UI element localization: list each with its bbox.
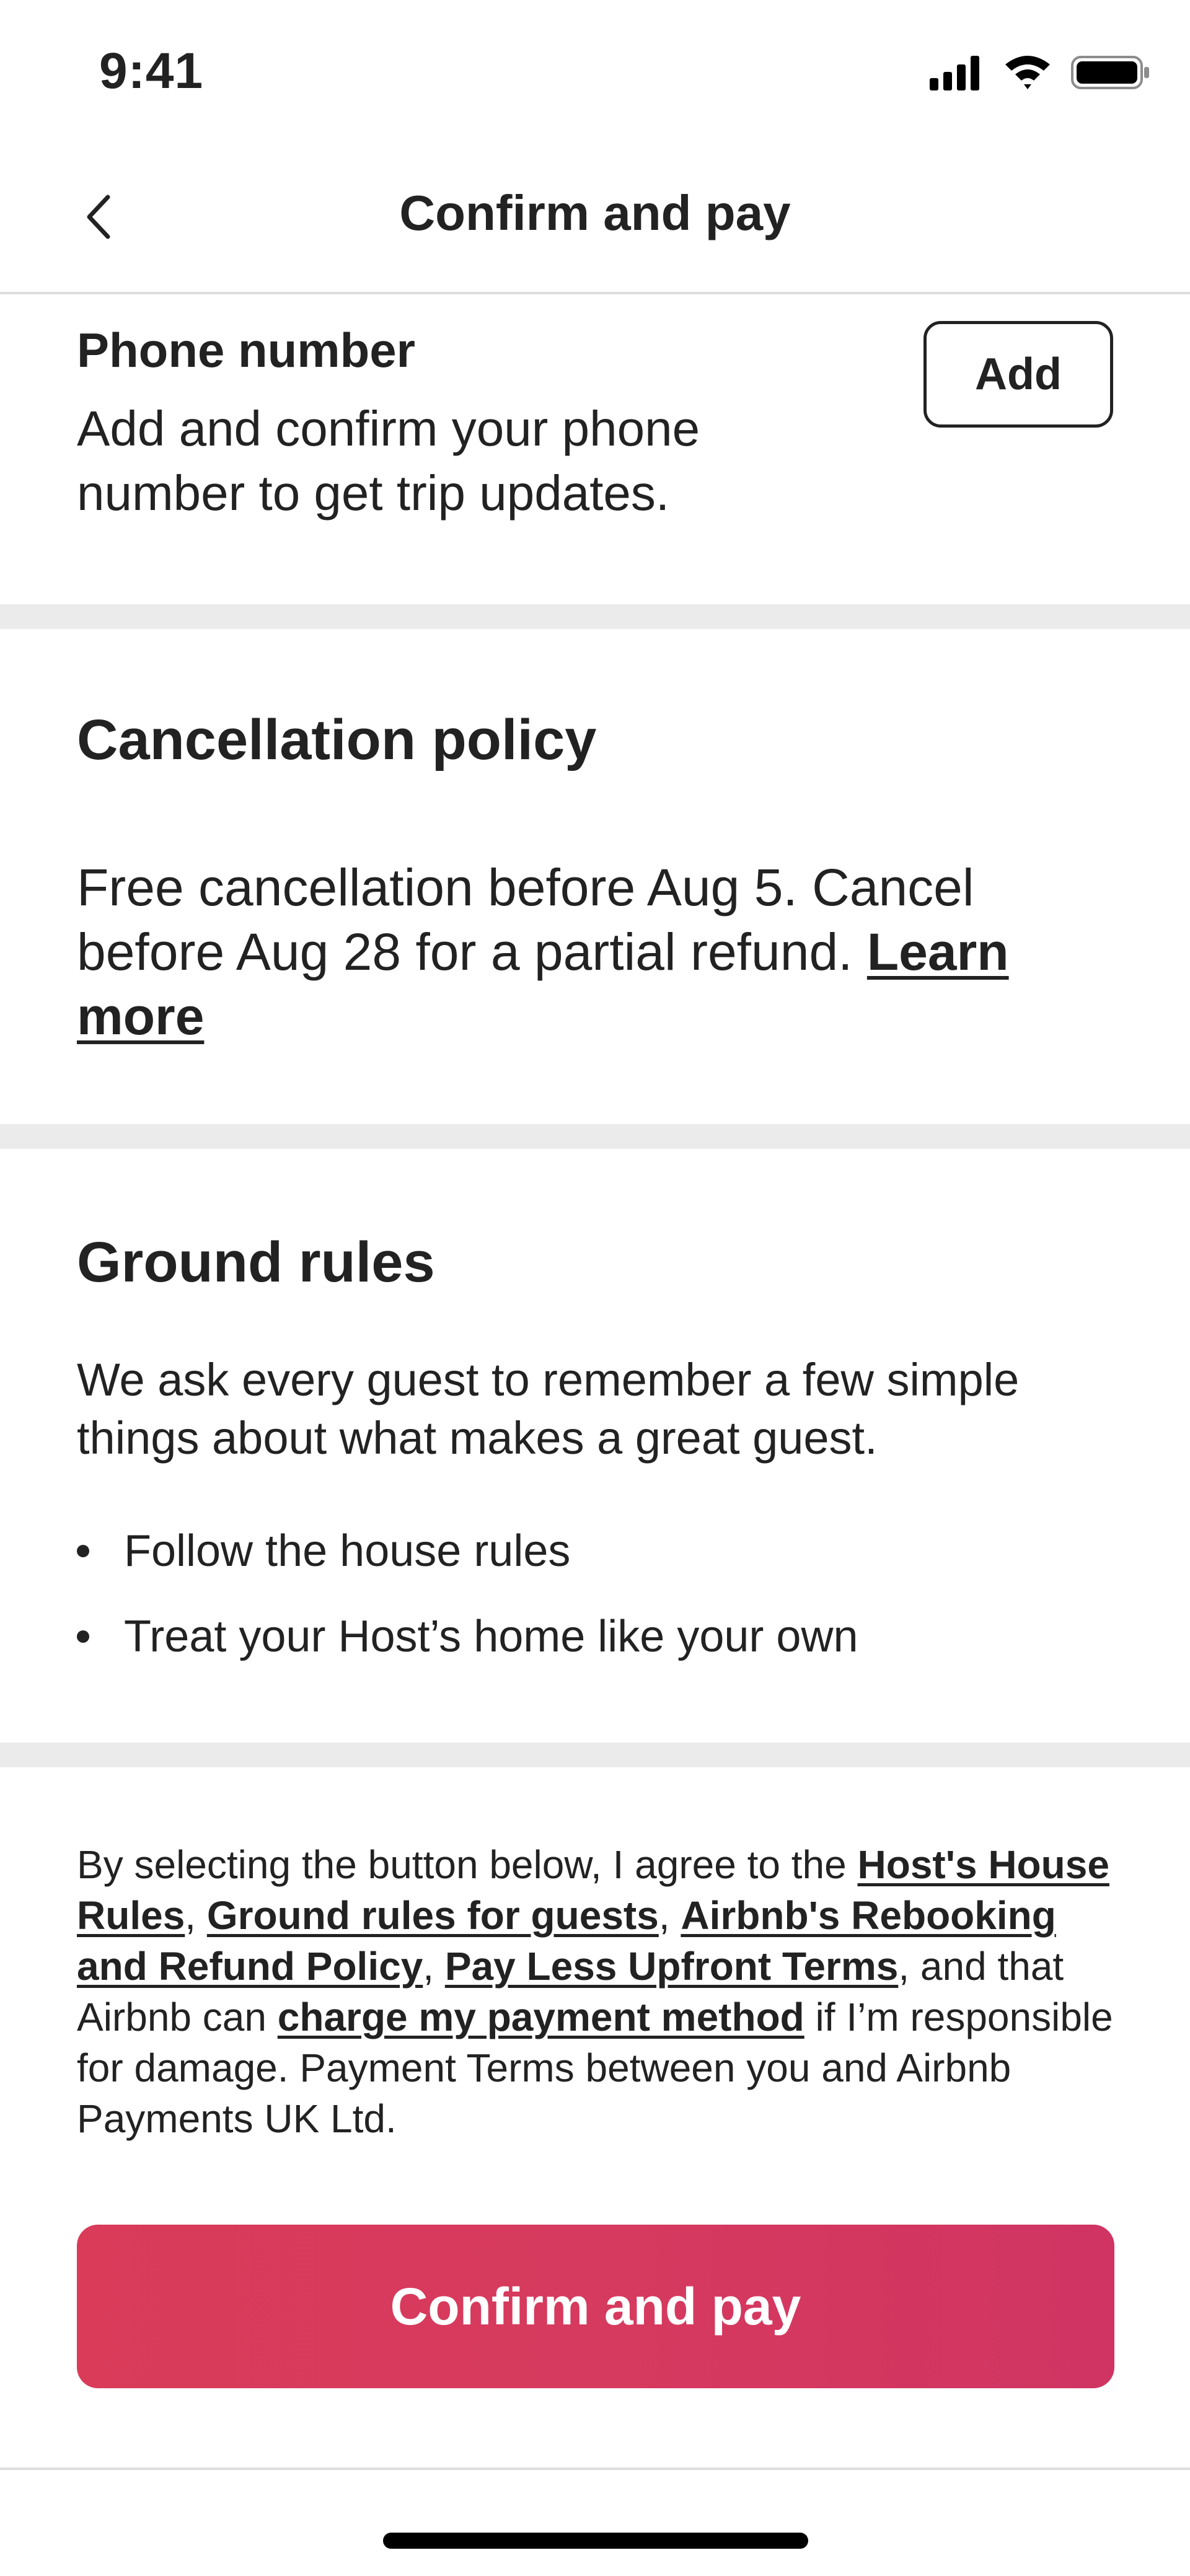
section-divider bbox=[0, 1124, 1190, 1149]
phone-section-title: Phone number bbox=[77, 323, 416, 377]
ground-rules-link[interactable]: Ground rules for guests bbox=[206, 1893, 659, 1938]
legal-mid: , and that Airbnb can bbox=[77, 1944, 1064, 2039]
legal-separator: , bbox=[423, 1944, 445, 1989]
bullet-icon bbox=[77, 1630, 89, 1643]
battery-icon bbox=[1072, 57, 1149, 88]
bottom-divider bbox=[0, 2468, 1190, 2470]
list-item bbox=[77, 1521, 1130, 1581]
legal-agreement-text bbox=[77, 1839, 1130, 2144]
list-item-text: Treat your Host’s home like your own bbox=[124, 1612, 858, 1661]
status-bar bbox=[0, 0, 1190, 143]
legal-separator: , bbox=[185, 1893, 207, 1938]
ground-rules-list bbox=[77, 1521, 1130, 1692]
status-time: 9:41 bbox=[99, 43, 204, 99]
section-divider bbox=[0, 1743, 1190, 1767]
legal-separator: , bbox=[658, 1893, 681, 1938]
signal-icon bbox=[930, 56, 979, 90]
list-item-text: Follow the house rules bbox=[124, 1526, 571, 1576]
home-indicator[interactable] bbox=[383, 2533, 808, 2549]
wifi-icon bbox=[1005, 56, 1050, 89]
add-phone-button[interactable]: Add bbox=[923, 321, 1113, 428]
ground-rules-title: Ground rules bbox=[77, 1231, 435, 1294]
confirm-and-pay-button[interactable]: Confirm and pay bbox=[77, 2225, 1114, 2388]
charge-payment-method-link[interactable]: charge my payment method bbox=[277, 1995, 804, 2039]
cancellation-policy-title: Cancellation policy bbox=[77, 708, 597, 771]
status-icons bbox=[930, 51, 1153, 94]
rebooking-policy-link[interactable]: Airbnb's Rebooking and Refund Policy bbox=[77, 1893, 1056, 1989]
cancellation-policy-body: Free cancellation before Aug 5. Cancel before Aug 28 for a partial refund. bbox=[77, 858, 974, 981]
ground-rules-description: We ask every guest to remember a few simple things about what makes a great guest. bbox=[77, 1354, 1020, 1464]
phone-section-description: Add and confirm your phone number to get trip updates. bbox=[77, 401, 700, 521]
page-title: Confirm and pay bbox=[399, 185, 791, 240]
learn-more-link[interactable]: Learn more bbox=[77, 923, 1009, 1045]
list-item bbox=[77, 1607, 1130, 1666]
bullet-icon bbox=[77, 1545, 89, 1557]
cancellation-policy-text bbox=[77, 855, 1130, 1048]
legal-intro: By selecting the button below, I agree to the bbox=[77, 1842, 858, 1887]
house-rules-link[interactable]: Host's House Rules bbox=[77, 1842, 1109, 1938]
nav-header bbox=[0, 143, 1190, 294]
legal-outro: if I’m responsible for damage. Payment Terms between you and Airbnb Payments UK Ltd. bbox=[77, 1995, 1113, 2141]
section-divider bbox=[0, 604, 1190, 629]
pay-less-upfront-link[interactable]: Pay Less Upfront Terms bbox=[444, 1944, 899, 1989]
